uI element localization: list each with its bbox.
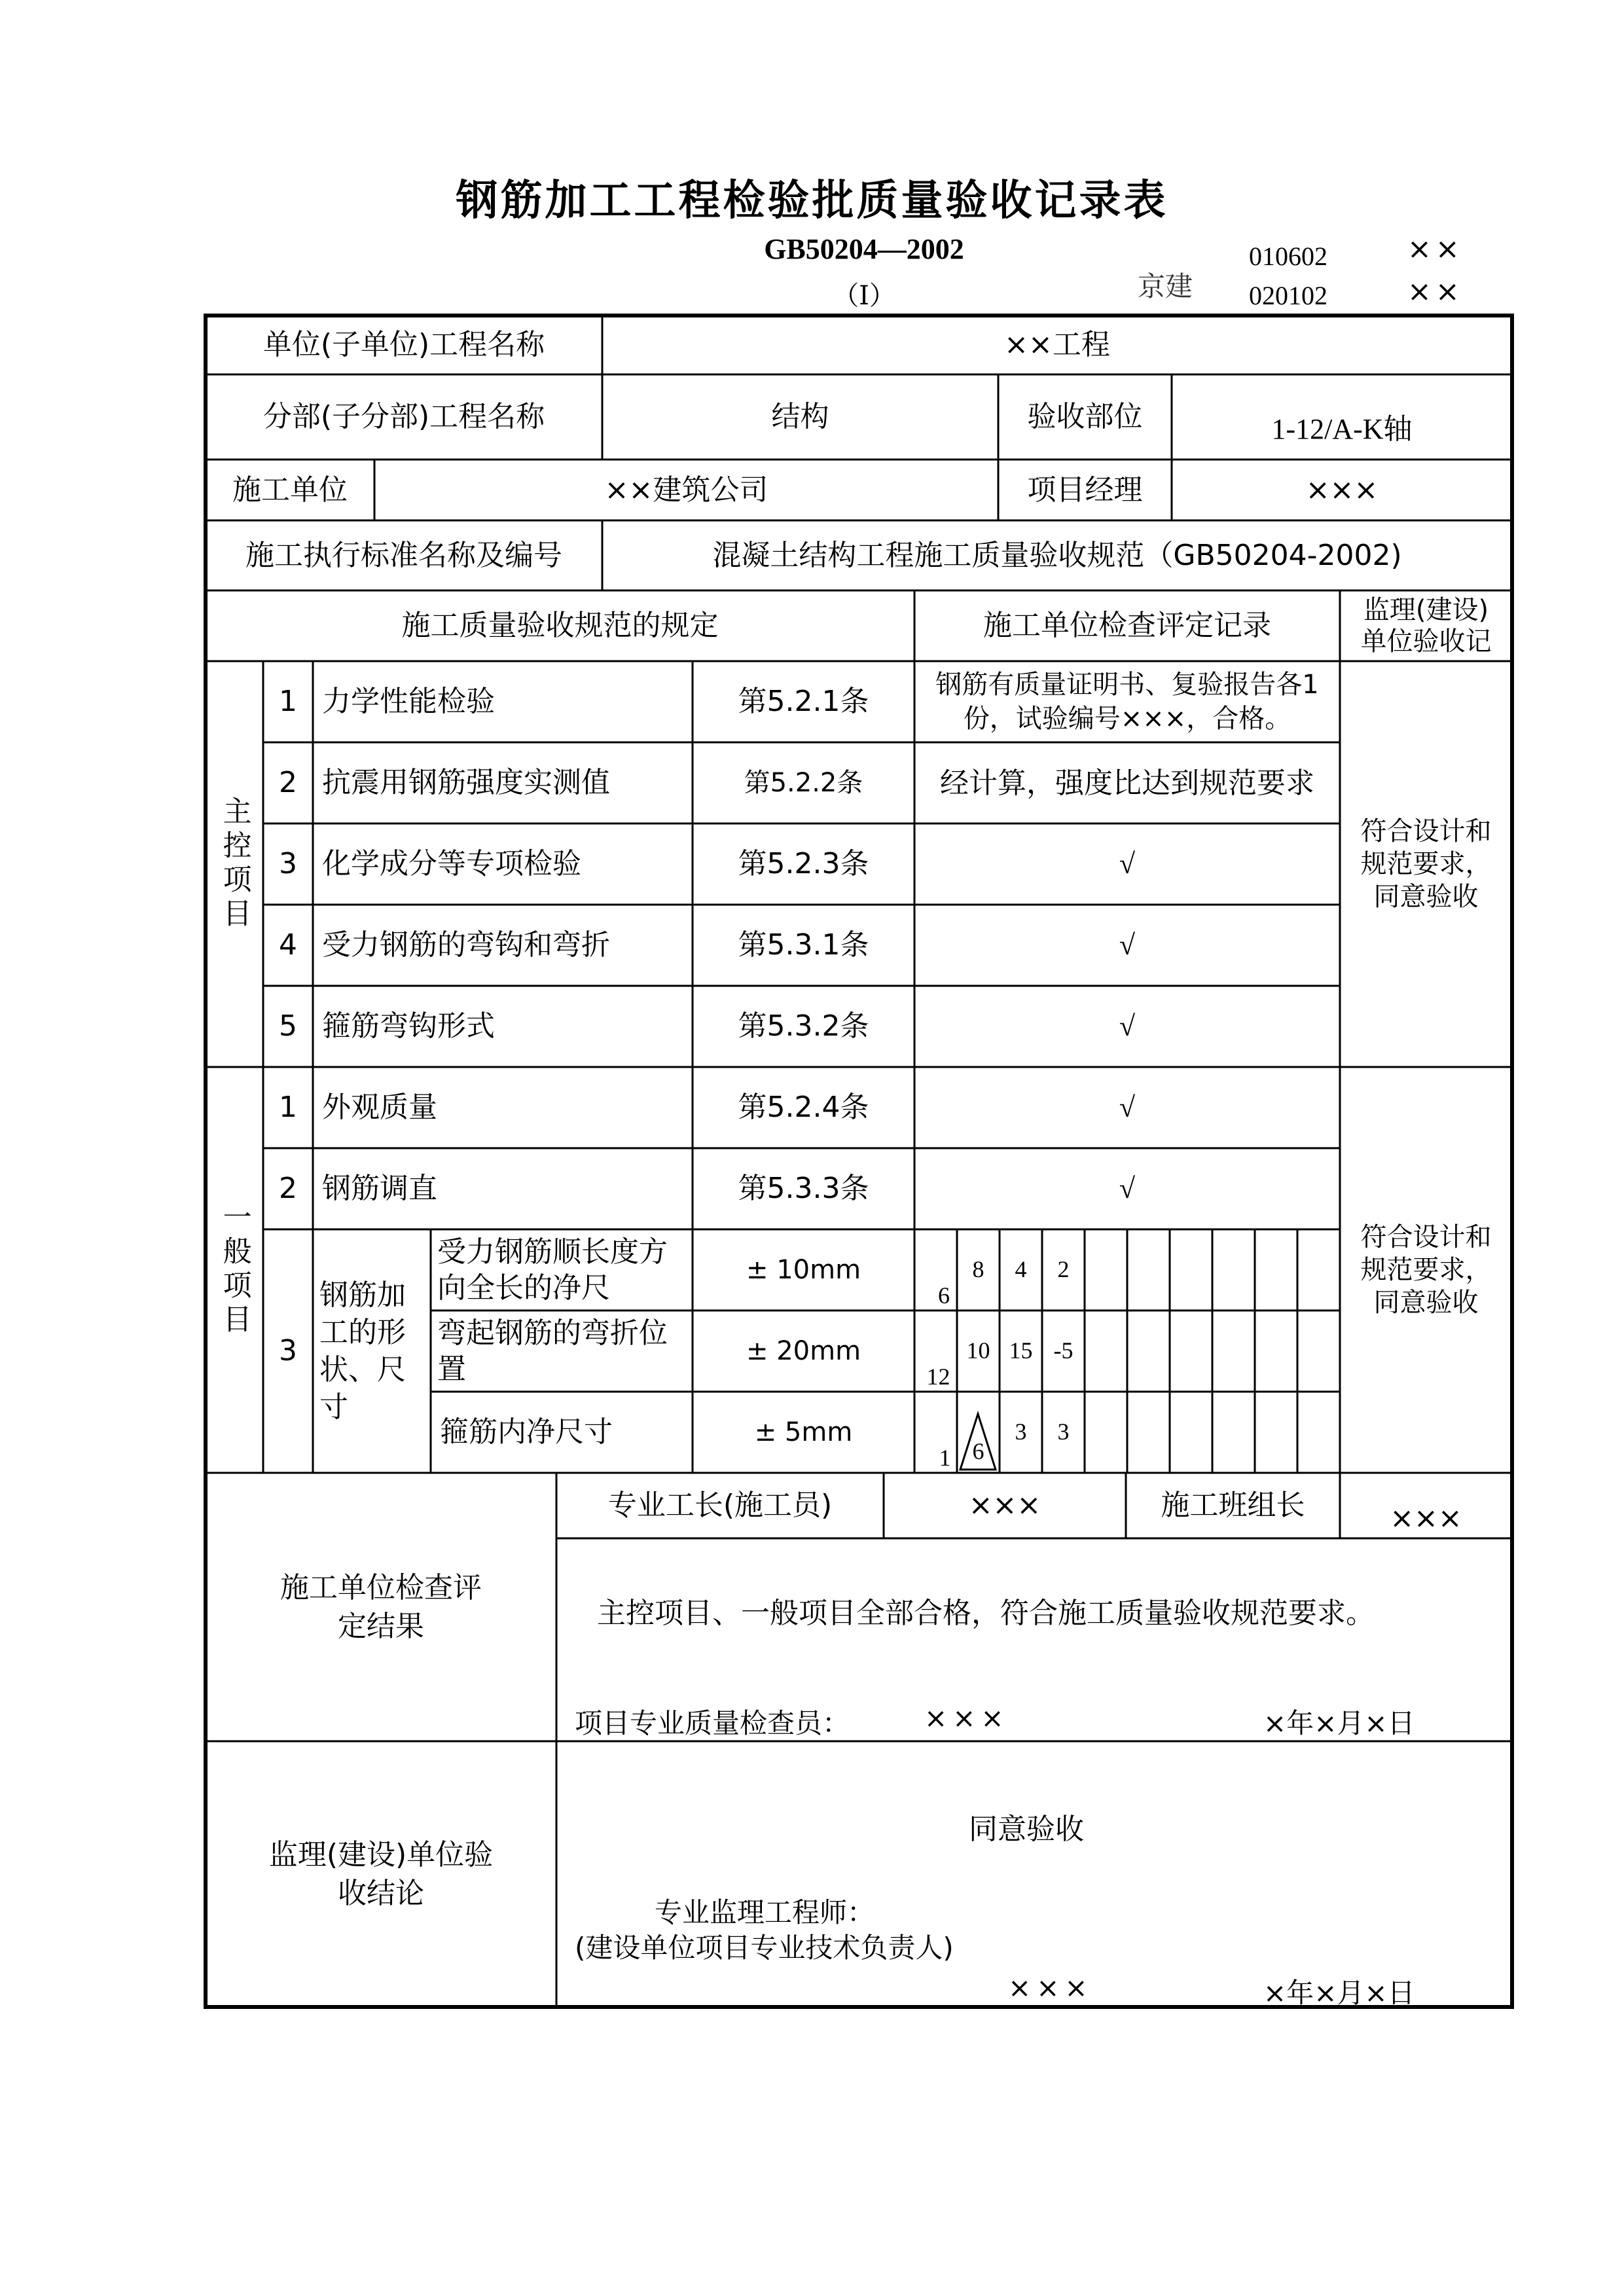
manager-value: ×××	[1305, 473, 1379, 507]
measure-value: 4	[1015, 1256, 1027, 1282]
main-item-clause: 第5.3.2条	[738, 1009, 869, 1043]
main-item-no: 5	[279, 1009, 297, 1043]
general-item-record: √	[1119, 1172, 1136, 1205]
unit-value: ××建筑公司	[604, 473, 768, 507]
foreman-label: 专业工长(施工员)	[607, 1489, 833, 1523]
general-item-name: 钢筋调直	[322, 1172, 437, 1206]
measure-value: 6	[972, 1438, 984, 1464]
inspector-value: ×××	[924, 1702, 1009, 1734]
supervision-result: 同意验收	[969, 1813, 1084, 1846]
main-item-name: 力学性能检验	[322, 685, 495, 719]
supervision-date: ×年×月×日	[1263, 1977, 1415, 2009]
main-item-no: 2	[279, 766, 297, 800]
main-item-no: 3	[279, 847, 297, 881]
measure-value: 3	[1015, 1419, 1027, 1445]
main-item-clause: 第5.3.1条	[738, 928, 869, 962]
main-item-clause: 第5.2.1条	[738, 685, 869, 719]
main-item-clause: 第5.2.3条	[738, 847, 869, 881]
measure-value: 2	[1057, 1256, 1070, 1282]
sub-project-value: 结构	[771, 400, 829, 434]
measure-value: -5	[1053, 1337, 1074, 1364]
standard-code: GB50204—2002	[764, 233, 964, 265]
page-title: 钢筋加工工程检验批质量验收记录表	[456, 177, 1168, 225]
check-result-text: 主控项目、一般项目全部合格，符合施工质量验收规范要求。	[597, 1597, 1375, 1630]
main-item-no: 4	[279, 928, 297, 962]
norm-value: 混凝土结构工程施工质量验收规范（GB50204-2002)	[712, 538, 1402, 572]
general-conclusion: 符合设计和规范要求，同意验收	[1360, 1222, 1492, 1318]
position-label: 验收部位	[1027, 400, 1143, 434]
main-item-name: 化学成分等专项检验	[322, 847, 581, 881]
form-code-1: 010602	[1249, 242, 1327, 271]
serial-2: ××	[1407, 275, 1464, 308]
main-item-name: 箍筋弯钩形式	[322, 1009, 495, 1043]
main-item-record: √	[1119, 1010, 1136, 1043]
unit-label: 施工单位	[232, 473, 348, 507]
measure-value: 1	[939, 1445, 951, 1471]
measure-value: 3	[1057, 1419, 1070, 1445]
general-item-no: 1	[279, 1091, 297, 1125]
general-item-name: 外观质量	[322, 1091, 437, 1125]
inspection-date: ×年×月×日	[1263, 1707, 1415, 1739]
supervision-label: 监理(建设)单位验收结论	[268, 1837, 494, 1910]
supervisor-header: 监理(建设)单位验收记	[1360, 595, 1492, 657]
manager-label: 项目经理	[1027, 473, 1143, 507]
main-conclusion: 符合设计和规范要求，同意验收	[1360, 816, 1492, 912]
main-item-record: 钢筋有质量证明书、复验报告各1份，试验编号×××，合格。	[935, 670, 1319, 734]
spec-header: 施工质量验收规范的规定	[401, 609, 719, 643]
check-header: 施工单位检查评定记录	[983, 609, 1271, 643]
main-item-clause: 第5.2.2条	[744, 768, 863, 798]
check-result-label: 施工单位检查评定结果	[280, 1570, 482, 1643]
sub-project-label: 分部(子分部)工程名称	[262, 400, 545, 434]
general-item-clause: 第5.3.3条	[738, 1172, 869, 1206]
sub-item-tolerance: ± 5mm	[754, 1417, 853, 1447]
sub-item-name: 受力钢筋顺长度方向全长的净尺	[437, 1235, 668, 1305]
main-item-name: 受力钢筋的弯钩和弯折	[322, 928, 610, 962]
main-item-record: 经计算，强度比达到规范要求	[940, 766, 1314, 800]
owner-value: ×××	[1008, 1972, 1093, 2004]
measure-value: 8	[972, 1256, 984, 1282]
general-item-name: 钢筋加工的形状、尺寸	[319, 1278, 406, 1424]
sub-item-tolerance: ± 20mm	[746, 1336, 861, 1366]
form-code-2: 020102	[1249, 281, 1327, 310]
general-item-no: 2	[279, 1172, 297, 1206]
main-item-name: 抗震用钢筋强度实测值	[322, 766, 610, 800]
foreman-value: ×××	[968, 1489, 1041, 1523]
sub-item-name: 弯起钢筋的弯折位置	[437, 1316, 668, 1386]
norm-label: 施工执行标准名称及编号	[245, 538, 562, 572]
general-item-no: 3	[279, 1334, 297, 1368]
main-item-record: √	[1119, 848, 1136, 880]
serial-1: ××	[1407, 232, 1464, 266]
general-item-record: √	[1119, 1091, 1136, 1124]
measure-value: 10	[966, 1337, 990, 1364]
position-value: 1-12/A-K轴	[1271, 413, 1413, 446]
main-control-label: 主控项目	[217, 796, 251, 932]
team-leader-value: ×××	[1390, 1502, 1462, 1536]
inspector-label: 项目专业质量检查员：	[575, 1707, 850, 1739]
measure-value: 12	[926, 1364, 950, 1390]
sub-item-name: 箍筋内净尺寸	[440, 1415, 613, 1449]
jing-label: 京建	[1138, 270, 1193, 302]
team-leader-label: 施工班组长	[1161, 1489, 1305, 1523]
general-label: 一般项目	[217, 1202, 251, 1338]
measure-value: 15	[1009, 1337, 1033, 1364]
part-number: （Ⅰ）	[833, 281, 895, 310]
owner-label: (建设单位项目专业技术负责人)	[575, 1932, 954, 1964]
engineer-label: 专业监理工程师：	[655, 1896, 875, 1928]
measure-value: 6	[938, 1282, 950, 1309]
general-item-clause: 第5.2.4条	[738, 1091, 869, 1125]
sub-item-tolerance: ± 10mm	[746, 1255, 861, 1285]
project-value: ××工程	[1004, 328, 1110, 362]
project-label: 单位(子单位)工程名称	[262, 328, 545, 362]
main-item-no: 1	[279, 685, 297, 719]
main-item-record: √	[1119, 929, 1136, 962]
